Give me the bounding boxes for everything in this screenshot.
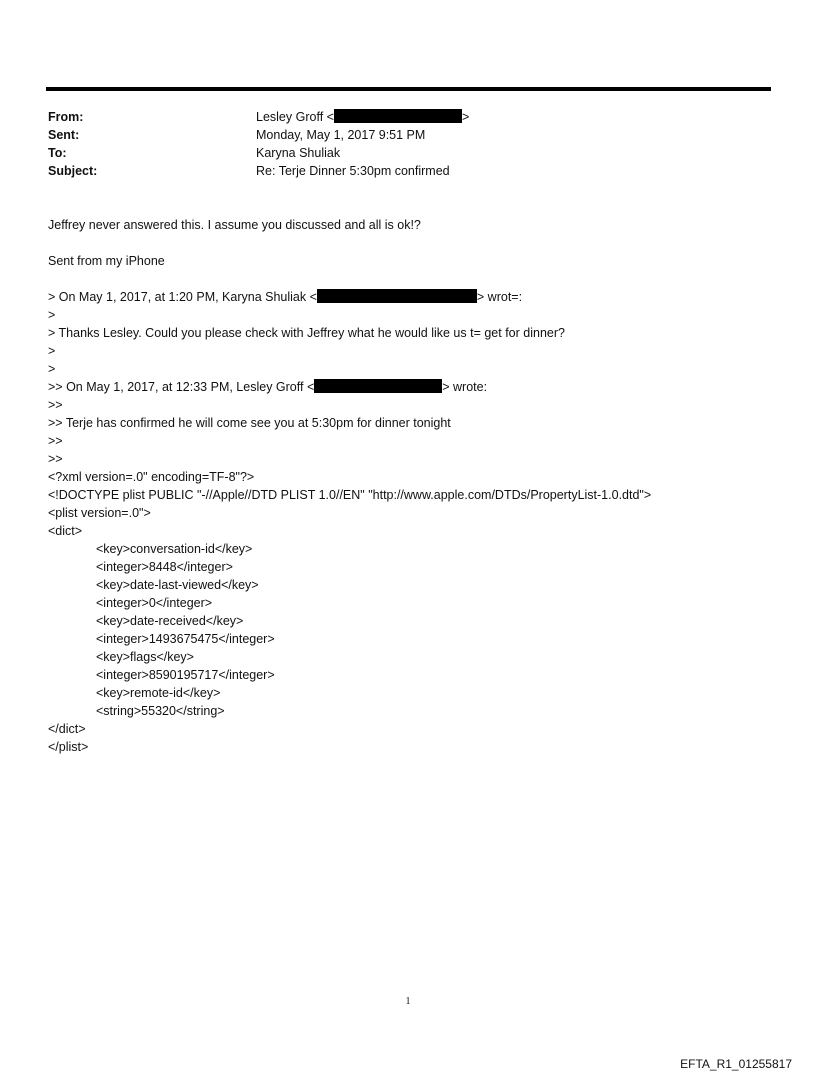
- subject-label: Subject:: [48, 164, 98, 178]
- dict-line: <integer>8448</integer>: [96, 560, 233, 574]
- bates-number: EFTA_R1_01255817: [680, 1057, 792, 1071]
- redaction-block: [314, 379, 442, 393]
- quote-header-tail: > wrot=:: [476, 290, 523, 304]
- quote-line: >> Terje has confirmed he will come see you at 5:30pm for dinner tonight: [48, 416, 451, 430]
- xml-line: </plist>: [48, 740, 89, 754]
- dict-line: <integer>0</integer>: [96, 596, 213, 610]
- from-name: Lesley Groff <: [256, 110, 334, 124]
- dict-line: <key>remote-id</key>: [96, 686, 221, 700]
- xml-line: <!DOCTYPE plist PUBLIC "-//Apple//DTD PLIST 1.0//EN" "http://www.apple.com/DTDs/PropertyList-1.0.dtd">: [48, 488, 652, 502]
- quote-line: >: [48, 308, 56, 322]
- signature-line: Sent from my iPhone: [48, 254, 165, 268]
- dict-line: <key>conversation-id</key>: [96, 542, 253, 556]
- xml-line: <plist version=.0">: [48, 506, 151, 520]
- quote-header-text: > On May 1, 2017, at 1:20 PM, Karyna Shuliak <: [48, 290, 317, 304]
- dict-line: <key>date-received</key>: [96, 614, 244, 628]
- sent-row: [48, 126, 469, 144]
- quote-line: >: [48, 362, 56, 376]
- dict-line: <key>date-last-viewed</key>: [96, 578, 259, 592]
- to-label: To:: [48, 146, 67, 160]
- dict-line: <integer>8590195717</integer>: [96, 668, 275, 682]
- quote-header-text: >> On May 1, 2017, at 12:33 PM, Lesley Groff <: [48, 380, 315, 394]
- quote-line: >: [48, 344, 56, 358]
- header-rule: [46, 87, 771, 91]
- from-label: From:: [48, 110, 84, 124]
- sent-label: Sent:: [48, 128, 80, 142]
- xml-line: </dict>: [48, 722, 86, 736]
- from-row: [48, 108, 469, 126]
- from-value: [256, 108, 469, 126]
- quote-line: > Thanks Lesley. Could you please check with Jeffrey what he would like us t= get for dinner?: [48, 326, 565, 340]
- redaction-block: [317, 289, 477, 303]
- quote-line: >>: [48, 452, 63, 466]
- sent-value: Monday, May 1, 2017 9:51 PM: [256, 128, 426, 142]
- subject-value: Re: Terje Dinner 5:30pm confirmed: [256, 164, 450, 178]
- from-close: >: [461, 110, 470, 124]
- quote-header-tail: > wrote:: [442, 380, 488, 394]
- body-line: Jeffrey never answered this. I assume you discussed and all is ok!?: [48, 218, 421, 232]
- to-value: Karyna Shuliak: [256, 146, 341, 160]
- dict-line: <integer>1493675475</integer>: [96, 632, 275, 646]
- redaction-block: [334, 109, 462, 123]
- quote-line: [48, 288, 788, 306]
- quote-line: >>: [48, 398, 63, 412]
- dict-line: <string>55320</string>: [96, 704, 225, 718]
- subject-row: [48, 162, 469, 180]
- xml-line: <?xml version=.0" encoding=TF-8"?>: [48, 470, 255, 484]
- quote-line: [48, 378, 788, 396]
- dict-line: <key>flags</key>: [96, 650, 194, 664]
- page-number: 1: [405, 996, 411, 1007]
- email-body: [48, 216, 788, 756]
- email-header: [48, 108, 469, 180]
- quote-line: >>: [48, 434, 63, 448]
- to-row: [48, 144, 469, 162]
- xml-line: <dict>: [48, 524, 83, 538]
